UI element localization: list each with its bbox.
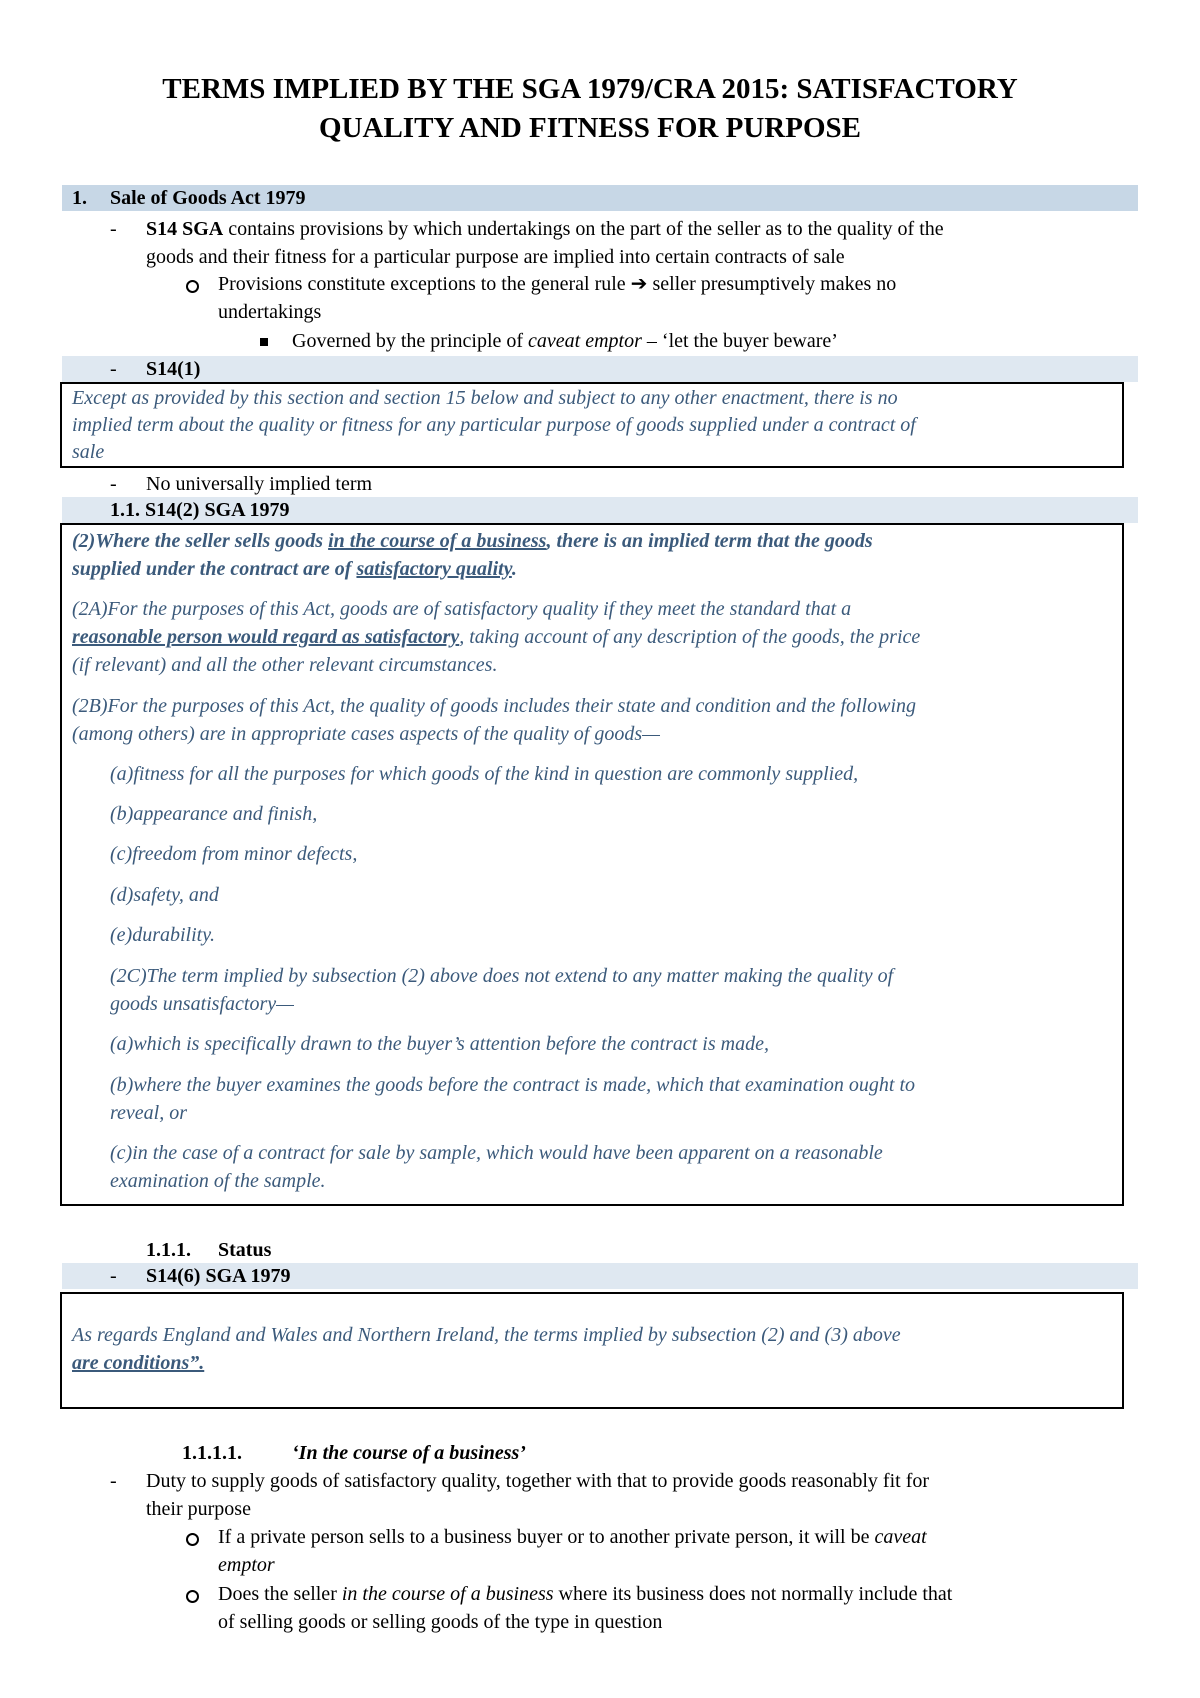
duty-line2: their purpose — [146, 1498, 251, 1520]
s14-2c-line2: goods unsatisfactory— — [110, 993, 294, 1015]
s14-1-text-line1: Except as provided by this section and section 15 below and subject to any other enactment, there is no — [72, 387, 898, 409]
section-1-1-1-heading: Status — [218, 1239, 272, 1261]
circle-bullet-icon — [186, 1533, 199, 1546]
title-line-2: QUALITY AND FITNESS FOR PURPOSE — [319, 112, 861, 144]
s14-6-line2: are conditions”. — [72, 1352, 205, 1374]
section-1-1-heading: 1.1. S14(2) SGA 1979 — [62, 497, 1138, 523]
s14-2b-line1: (2B)For the purposes of this Act, the quality of goods includes their state and condition and the following — [72, 695, 917, 717]
s14-intro-line2: goods and their fitness for a particular purpose are implied into certain contracts of sale — [146, 246, 845, 268]
caveat-emptor-line: Governed by the principle of caveat emptor – ‘let the buyer beware’ — [292, 330, 838, 352]
c-item-c-line1: (c)in the case of a contract for sale by sample, which would have been apparent on a reasonable — [110, 1142, 883, 1164]
dash-bullet: - — [110, 1470, 117, 1492]
s14-2a-line3: (if relevant) and all the other relevant circumstances. — [72, 654, 498, 676]
s14-6-line1: As regards England and Wales and Northern Ireland, the terms implied by subsection (2) and (3) above — [72, 1324, 901, 1346]
s14-2a-line2: reasonable person would regard as satisfactory, taking account of any description of the goods, the price — [72, 626, 921, 648]
title-line-1: TERMS IMPLIED BY THE SGA 1979/CRA 2015: SATISFACTORY — [162, 73, 1018, 105]
item-b: (b)appearance and finish, — [110, 803, 318, 825]
s14-6-label-bar: - S14(6) SGA 1979 — [62, 1263, 1138, 1289]
dash-bullet: - — [110, 473, 117, 495]
course-of-business-line1: Does the seller in the course of a business where its business does not normally include that — [218, 1583, 953, 1605]
c-item-b-line2: reveal, or — [110, 1102, 188, 1124]
private-seller-line1: If a private person sells to a business buyer or to another private person, it will be caveat — [218, 1526, 927, 1548]
s14-1-text-line3: sale — [72, 441, 105, 463]
s14-2a-line1: (2A)For the purposes of this Act, goods are of satisfactory quality if they meet the standard that a — [72, 598, 852, 620]
s14-2b-line2: (among others) are in appropriate cases aspects of the quality of goods— — [72, 723, 660, 745]
c-item-c-line2: examination of the sample. — [110, 1170, 326, 1192]
page-title — [90, 70, 1090, 148]
s14-1-text-line2: implied term about the quality or fitness for any particular purpose of goods supplied under a contract of — [72, 414, 916, 436]
s14-2-line1: (2)Where the seller sells goods in the course of a business, there is an implied term that the goods — [72, 530, 873, 552]
duty-line1: Duty to supply goods of satisfactory quality, together with that to provide goods reasonably fit for — [146, 1470, 930, 1492]
exceptions-line2: undertakings — [218, 301, 322, 323]
private-seller-line2: emptor — [218, 1554, 275, 1576]
item-a: (a)fitness for all the purposes for which goods of the kind in question are commonly supplied, — [110, 763, 859, 785]
c-item-b-line1: (b)where the buyer examines the goods before the contract is made, which that examination ought to — [110, 1074, 916, 1096]
section-1-1-1-number: 1.1.1. — [146, 1239, 191, 1261]
section-1-1-1-1-heading: ‘In the course of a business’ — [292, 1442, 526, 1464]
dash-bullet: - — [110, 218, 117, 240]
item-e: (e)durability. — [110, 924, 215, 946]
exceptions-line1: Provisions constitute exceptions to the general rule ➔ seller presumptively makes no — [218, 273, 897, 295]
square-bullet-icon — [260, 338, 268, 346]
circle-bullet-icon — [186, 280, 199, 293]
item-d: (d)safety, and — [110, 884, 219, 906]
s14-1-label-bar: - S14(1) — [62, 356, 1138, 382]
c-item-a: (a)which is specifically drawn to the buyer’s attention before the contract is made, — [110, 1033, 769, 1055]
s14-6-statute-box — [60, 1292, 1124, 1409]
course-of-business-line2: of selling goods or selling goods of the type in question — [218, 1611, 663, 1633]
s14-intro-line1: S14 SGA contains provisions by which undertakings on the part of the seller as to the quality of the — [146, 218, 944, 240]
section-1-heading: 1. Sale of Goods Act 1979 — [62, 185, 1138, 211]
item-c: (c)freedom from minor defects, — [110, 843, 358, 865]
s14-2c-line1: (2C)The term implied by subsection (2) above does not extend to any matter making the quality of — [110, 965, 894, 987]
section-1-1-1-1-number: 1.1.1.1. — [182, 1442, 242, 1464]
circle-bullet-icon — [186, 1590, 199, 1603]
s14-2-line2: supplied under the contract are of satisfactory quality. — [72, 558, 517, 580]
no-implied-term: No universally implied term — [146, 473, 373, 495]
